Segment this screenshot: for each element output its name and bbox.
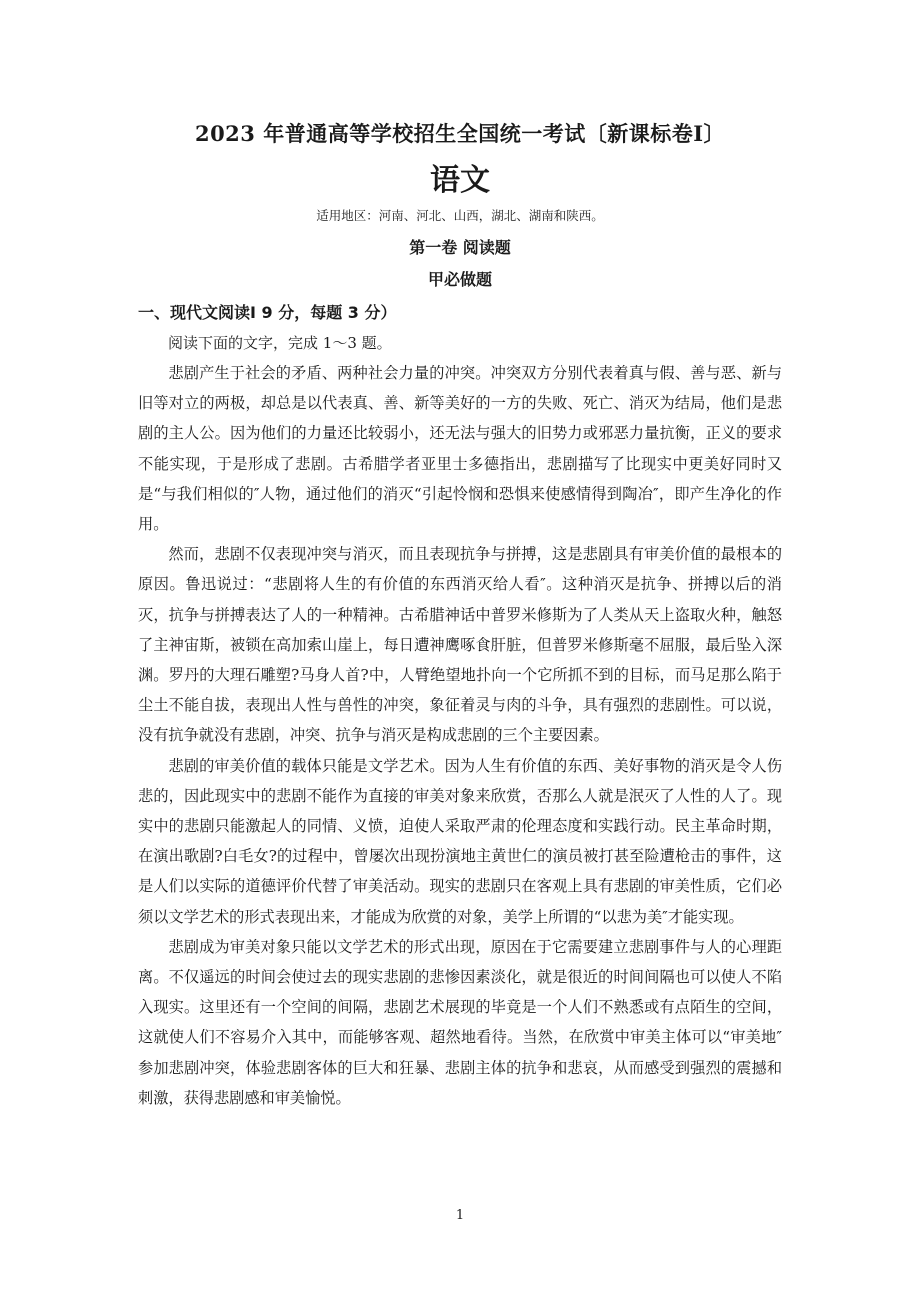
passage-paragraph-4: 悲剧成为审美对象只能以文学艺术的形式出现，原因在于它需要建立悲剧事件与人的心理距离。不仅遥远的时间会使过去的现实悲剧的悲惨因素淡化，就是很近的时间间隔也可以使人不陷入现实。这里还有一个空间的间隔，悲剧艺术展现的毕竟是一个人们不熟悉或有点陌生的空间，这就使人们不容易介入其中，而能够客观、超然地看待。当然，在欣赏中审美主体可以“审美地″参加悲剧冲突，体验悲剧客体的巨大和狂暴、悲剧主体的抗争和悲哀，从而感受到强烈的震撼和刺激，获得悲剧感和审美愉悦。 bbox=[138, 937, 782, 1107]
applicable-regions: 适用地区：河南、河北、山西，湖北、湖南和陕西。 bbox=[316, 208, 604, 223]
page-number: 1 bbox=[455, 1208, 465, 1223]
reading-instruction: 阅读下面的文字，完成 1～3 题。 bbox=[168, 334, 392, 352]
passage-paragraph-2: 然而，悲剧不仅表现冲突与消灭，而且表现抗争与拼搏，这是悲剧具有审美价值的最根本的原因。鲁迅说过：“悲剧将人生的有价值的东西消灭给人看″。这种消灭是抗争、拼搏以后的消灭，抗争与拼搏表达了人的一种精神。古希腊神话中普罗米修斯为了人类从天上盗取火种，触怒了主神宙斯，被锁在高加索山崖上，每日遭神鹰啄食肝脏，但普罗米修斯毫不屈服，最后坠入深渊。罗丹的大理石雕塑?马身人首?中，人臂绝望地扑向一个它所抓不到的目标，而马足那么陷于尘土不能自拔，表现出人性与兽性的冲突，象征着灵与肉的斗争，具有强烈的悲剧性。可以说，没有抗争就没有悲剧，冲突、抗争与消灭是构成悲剧的三个主要因素。 bbox=[138, 545, 782, 745]
exam-title: 2023 年普通高等学校招生全国统一考试〔新课标卷Ⅰ〕 bbox=[194, 121, 726, 146]
reading-passage bbox=[138, 358, 782, 1113]
volume-heading: 第一卷 阅读题 bbox=[409, 238, 511, 257]
section-heading: 一、现代文阅读Ⅰ 9 分，每题 3 分） bbox=[138, 303, 397, 322]
required-questions-heading: 甲必做题 bbox=[427, 270, 492, 289]
subject-title: 语文 bbox=[430, 163, 490, 198]
passage-paragraph-3: 悲剧的审美价值的载体只能是文学艺术。因为人生有价值的东西、美好事物的消灭是令人伤悲的，因此现实中的悲剧不能作为直接的审美对象来欣赏，否那么人就是泯灭了人性的人了。现实中的悲剧只能激起人的同情、义愤，迫使人采取严肃的伦理态度和实践行动。民主革命时期，在演出歌剧?白毛女?的过程中，曾屡次出现扮演地主黄世仁的演员被打甚至险遭枪击的事件，这是人们以实际的道德评价代替了审美活动。现实的悲剧只在客观上具有悲剧的审美性质，它们必须以文学艺术的形式表现出来，才能成为欣赏的对象，美学上所谓的“以悲为美″才能实现。 bbox=[138, 756, 782, 926]
passage-paragraph-1: 悲剧产生于社会的矛盾、两种社会力量的冲突。冲突双方分别代表着真与假、善与恶、新与旧等对立的两极，却总是以代表真、善、新等美好的一方的失败、死亡、消灭为结局，他们是悲剧的主人公。因为他们的力量还比较弱小，还无法与强大的旧势力或邪恶力量抗衡，正义的要求不能实现，于是形成了悲剧。古希腊学者亚里士多德指出，悲剧描写了比现实中更美好同时又是“与我们相似的″人物，通过他们的消灭“引起怜悯和恐惧来使感情得到陶冶″，即产生净化的作用。 bbox=[138, 364, 782, 534]
